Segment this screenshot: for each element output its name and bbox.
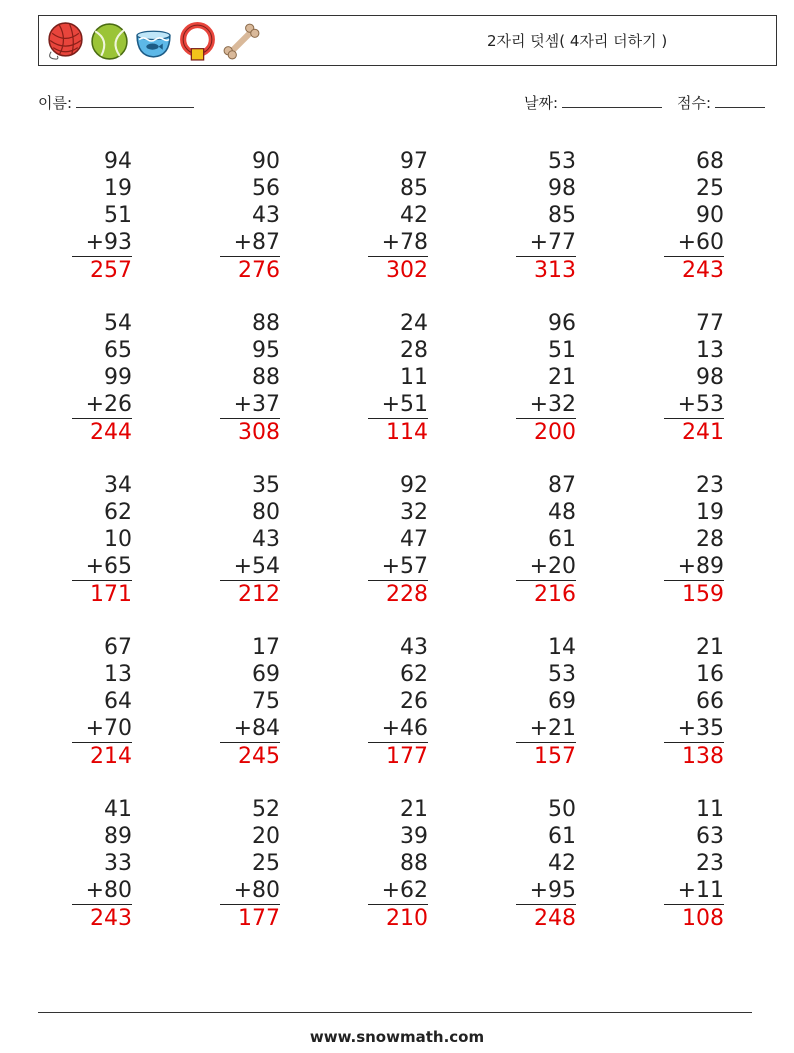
addition-problem: [368, 796, 428, 932]
addend: 11: [696, 797, 724, 822]
date-label: 날짜:: [524, 94, 559, 112]
addend: 61: [548, 527, 576, 552]
addend: 85: [548, 203, 576, 228]
answer: 212: [238, 582, 280, 607]
addend: 21: [548, 365, 576, 390]
addend-with-plus: +20: [516, 553, 576, 581]
addend: 13: [104, 662, 132, 687]
addend: 63: [696, 824, 724, 849]
addend: 88: [252, 365, 280, 390]
addend: 34: [104, 473, 132, 498]
addend: 53: [548, 149, 576, 174]
addend: 65: [104, 338, 132, 363]
addition-problem: [664, 148, 724, 284]
addend: 33: [104, 851, 132, 876]
addend-with-plus: +80: [72, 877, 132, 905]
answer: 214: [90, 744, 132, 769]
addition-problem: [368, 472, 428, 608]
addend: 11: [400, 365, 428, 390]
addend: 26: [400, 689, 428, 714]
addend: 43: [252, 203, 280, 228]
answer: 210: [386, 906, 428, 931]
addend-with-plus: +65: [72, 553, 132, 581]
date-blank[interactable]: [562, 93, 662, 108]
addend: 41: [104, 797, 132, 822]
addend: 28: [400, 338, 428, 363]
answer: 244: [90, 420, 132, 445]
addend: 51: [548, 338, 576, 363]
name-field[interactable]: [38, 92, 194, 113]
addend: 48: [548, 500, 576, 525]
answer: 308: [238, 420, 280, 445]
addend: 62: [104, 500, 132, 525]
addition-problem: [220, 634, 280, 770]
addend-with-plus: +53: [664, 391, 724, 419]
addend-with-plus: +54: [220, 553, 280, 581]
addend: 39: [400, 824, 428, 849]
addend: 47: [400, 527, 428, 552]
addend-with-plus: +89: [664, 553, 724, 581]
addition-problem: [664, 796, 724, 932]
answer: 200: [534, 420, 576, 445]
answer: 245: [238, 744, 280, 769]
addend: 13: [696, 338, 724, 363]
addend: 28: [696, 527, 724, 552]
answer: 114: [386, 420, 428, 445]
addition-problem: [664, 634, 724, 770]
addend: 67: [104, 635, 132, 660]
answer: 313: [534, 258, 576, 283]
addend: 19: [696, 500, 724, 525]
pet-ring-toy-icon: [177, 21, 218, 62]
addend-with-plus: +21: [516, 715, 576, 743]
addend: 52: [252, 797, 280, 822]
addend: 23: [696, 851, 724, 876]
bone-icon: [221, 21, 262, 62]
addition-problem: [516, 796, 576, 932]
worksheet-title: 2자리 덧셈( 4자리 더하기 ): [487, 32, 668, 50]
addend: 32: [400, 500, 428, 525]
addend: 77: [696, 311, 724, 336]
addend-with-plus: +80: [220, 877, 280, 905]
addend-with-plus: +51: [368, 391, 428, 419]
date-field[interactable]: [524, 92, 662, 113]
addend-with-plus: +37: [220, 391, 280, 419]
name-blank[interactable]: [76, 93, 194, 108]
addend: 51: [104, 203, 132, 228]
addend: 43: [400, 635, 428, 660]
addend: 80: [252, 500, 280, 525]
answer: 177: [386, 744, 428, 769]
addition-problem: [72, 634, 132, 770]
addend: 94: [104, 149, 132, 174]
addend: 53: [548, 662, 576, 687]
answer: 276: [238, 258, 280, 283]
addend-with-plus: +46: [368, 715, 428, 743]
score-blank[interactable]: [715, 93, 765, 108]
answer: 241: [682, 420, 724, 445]
answer: 157: [534, 744, 576, 769]
addend: 17: [252, 635, 280, 660]
addition-problem: [220, 310, 280, 446]
addend: 25: [252, 851, 280, 876]
addend-with-plus: +78: [368, 229, 428, 257]
addend: 23: [696, 473, 724, 498]
addend: 96: [548, 311, 576, 336]
addend: 54: [104, 311, 132, 336]
addition-problem: [516, 634, 576, 770]
addend: 85: [400, 176, 428, 201]
addition-problem: [516, 310, 576, 446]
addend: 24: [400, 311, 428, 336]
worksheet-header: [38, 15, 777, 66]
fish-bowl-icon: [133, 21, 174, 62]
addition-problem: [664, 310, 724, 446]
addend: 64: [104, 689, 132, 714]
addend: 97: [400, 149, 428, 174]
addend: 20: [252, 824, 280, 849]
addend: 88: [252, 311, 280, 336]
addend: 42: [548, 851, 576, 876]
addend-with-plus: +95: [516, 877, 576, 905]
answer: 302: [386, 258, 428, 283]
addend: 69: [548, 689, 576, 714]
answer: 138: [682, 744, 724, 769]
addend: 87: [548, 473, 576, 498]
addend: 75: [252, 689, 280, 714]
addend-with-plus: +26: [72, 391, 132, 419]
score-label: 점수:: [677, 94, 712, 112]
answer: 108: [682, 906, 724, 931]
addend-with-plus: +70: [72, 715, 132, 743]
addend: 16: [696, 662, 724, 687]
addend-with-plus: +32: [516, 391, 576, 419]
addend-with-plus: +62: [368, 877, 428, 905]
answer: 248: [534, 906, 576, 931]
addend: 14: [548, 635, 576, 660]
addend: 62: [400, 662, 428, 687]
addition-problem: [72, 472, 132, 608]
addend-with-plus: +87: [220, 229, 280, 257]
addend: 95: [252, 338, 280, 363]
addend: 92: [400, 473, 428, 498]
addition-problem: [516, 472, 576, 608]
addend: 10: [104, 527, 132, 552]
addend: 98: [696, 365, 724, 390]
addend: 21: [400, 797, 428, 822]
answer: 243: [682, 258, 724, 283]
addend: 35: [252, 473, 280, 498]
addend-with-plus: +93: [72, 229, 132, 257]
addend: 89: [104, 824, 132, 849]
answer: 159: [682, 582, 724, 607]
addend: 69: [252, 662, 280, 687]
footer-divider: [38, 1012, 752, 1013]
score-field[interactable]: [677, 92, 765, 113]
answer: 257: [90, 258, 132, 283]
addend: 66: [696, 689, 724, 714]
addend: 25: [696, 176, 724, 201]
tennis-ball-icon: [89, 21, 130, 62]
addition-problem: [220, 796, 280, 932]
answer: 228: [386, 582, 428, 607]
addend-with-plus: +57: [368, 553, 428, 581]
answer: 243: [90, 906, 132, 931]
addend: 99: [104, 365, 132, 390]
answer: 171: [90, 582, 132, 607]
addition-problem: [664, 472, 724, 608]
answer: 177: [238, 906, 280, 931]
addend-with-plus: +77: [516, 229, 576, 257]
icon-strip: [45, 21, 262, 62]
addition-problem: [72, 310, 132, 446]
addend-with-plus: +60: [664, 229, 724, 257]
addition-problem: [220, 472, 280, 608]
addend: 19: [104, 176, 132, 201]
addend-with-plus: +11: [664, 877, 724, 905]
addend-with-plus: +84: [220, 715, 280, 743]
addend: 21: [696, 635, 724, 660]
addition-problem: [368, 310, 428, 446]
addition-problem: [516, 148, 576, 284]
addend: 90: [696, 203, 724, 228]
yarn-ball-icon: [45, 21, 86, 62]
addend: 56: [252, 176, 280, 201]
addend: 42: [400, 203, 428, 228]
addend: 88: [400, 851, 428, 876]
addend-with-plus: +35: [664, 715, 724, 743]
addition-problem: [368, 148, 428, 284]
addend: 43: [252, 527, 280, 552]
addition-problem: [72, 148, 132, 284]
name-label: 이름:: [38, 94, 73, 112]
addend: 61: [548, 824, 576, 849]
addition-problem: [72, 796, 132, 932]
addition-problem: [220, 148, 280, 284]
footer-site: www.snowmath.com: [309, 1028, 485, 1046]
addend: 90: [252, 149, 280, 174]
addition-problem: [368, 634, 428, 770]
addend: 98: [548, 176, 576, 201]
addend: 50: [548, 797, 576, 822]
answer: 216: [534, 582, 576, 607]
addend: 68: [696, 149, 724, 174]
